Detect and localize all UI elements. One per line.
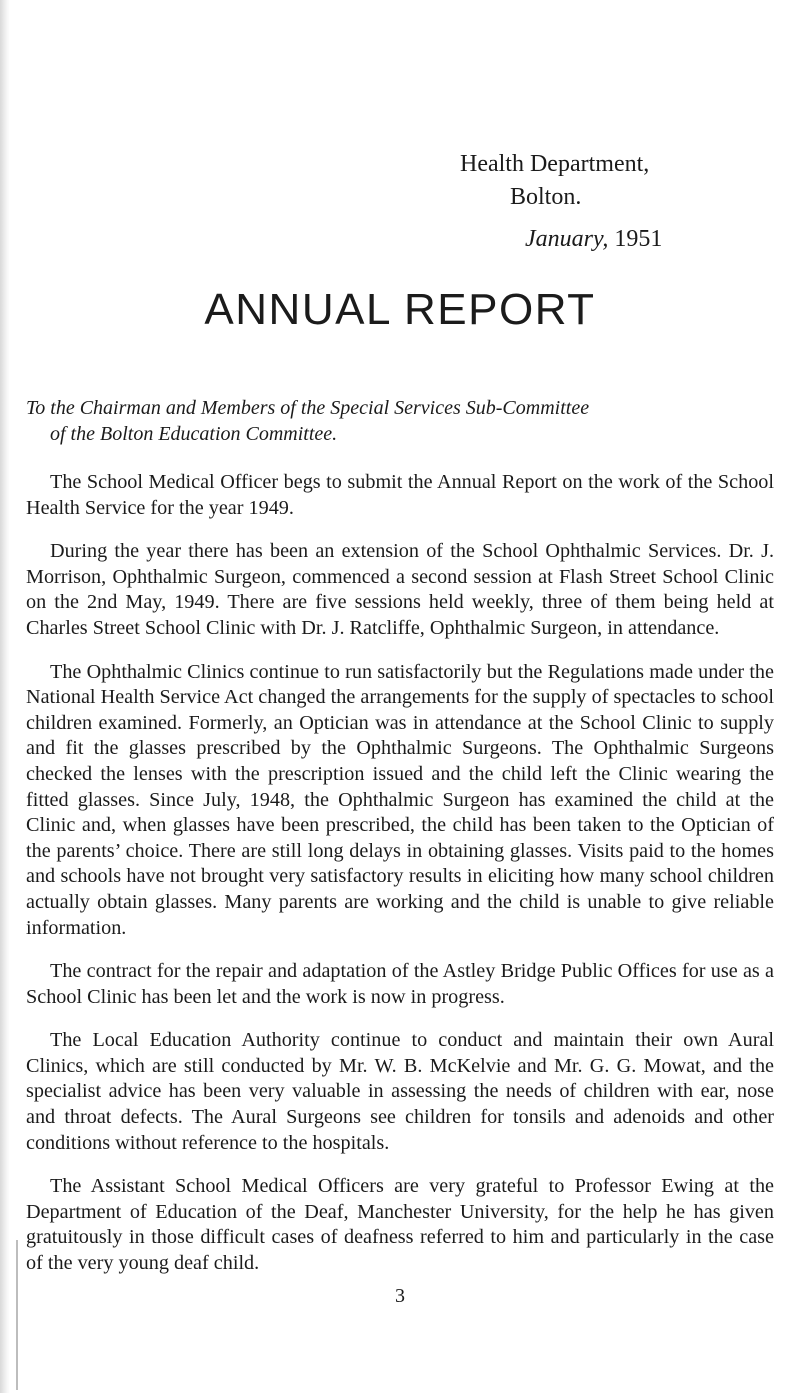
town-line: Bolton. (510, 184, 582, 210)
department-line: Health Department, (460, 151, 650, 177)
paragraph: The Assistant School Medical Officers are very grateful to Professor Ewing at the Department of Education of the Deaf, Manchester University, for the help he has given gratuitously in those difficult cases of deafness referred to him and particularly in the case of the very young deaf child. (26, 1175, 774, 1275)
addressee-line-2: of the Bolton Education Committee. (50, 423, 338, 445)
paragraph: The School Medical Officer begs to submit the Annual Report on the work of the School Health Service for the year 1949. (26, 471, 774, 519)
scan-edge-shadow (0, 0, 10, 1393)
report-body (26, 470, 774, 1295)
report-title: ANNUAL REPORT (204, 285, 596, 334)
paragraph: During the year there has been an extension of the School Ophthalmic Services. Dr. J. Morrison, Ophthalmic Surgeon, commenced a second session at Flash Street School Clinic on the 2nd May, 1949. There are five sessions held weekly, three of them being held at Charles Street School Clinic with Dr. J. Ratcliffe, Ophthalmic Surgeon, in attendance. (26, 540, 774, 639)
sender-address (460, 148, 662, 256)
date-line (460, 223, 662, 256)
scan-edge-mark (16, 1240, 18, 1390)
paragraph: The contract for the repair and adaptation of the Astley Bridge Public Offices for use as a School Clinic has been let and the work is now in progress. (26, 960, 774, 1008)
date-month: January, (525, 226, 609, 252)
addressee-line-1: To the Chairman and Members of the Special Services Sub-Committee (26, 397, 590, 419)
paragraph: The Ophthalmic Clinics continue to run satisfactorily but the Regulations made under the National Health Service Act changed the arrangements for the supply of spectacles to school children examined. Formerly, an Optician was in attendance at the School Clinic to supply and fit the glasses prescribed by the Ophthalmic Surgeons. The Ophthalmic Surgeons checked the lenses with the prescription issued and the child left the Clinic wearing the fitted glasses. Since July, 1948, the Ophthalmic Surgeon has examined the child at the Clinic and, when glasses have been prescribed, the child has been taken to the Optician of the parents’ choice. There are still long delays in obtaining glasses. Visits paid to the homes and schools have not brought very satisfactory results in eliciting how many school children actually obtain glasses. Many parents are working and the child is unable to give reliable information. (26, 660, 774, 939)
page-number: 3 (395, 1285, 405, 1307)
paragraph: The Local Education Authority continue to conduct and maintain their own Aural Clinics, which are still conducted by Mr. W. B. McKelvie and Mr. G. G. Mowat, and the specialist advice has been very valuable in assessing the needs of children with ear, nose and throat defects. The Aural Surgeons see children for tonsils and adenoids and other conditions without reference to the hospitals. (26, 1029, 774, 1154)
addressee (26, 395, 786, 447)
date-year: 1951 (614, 226, 663, 252)
